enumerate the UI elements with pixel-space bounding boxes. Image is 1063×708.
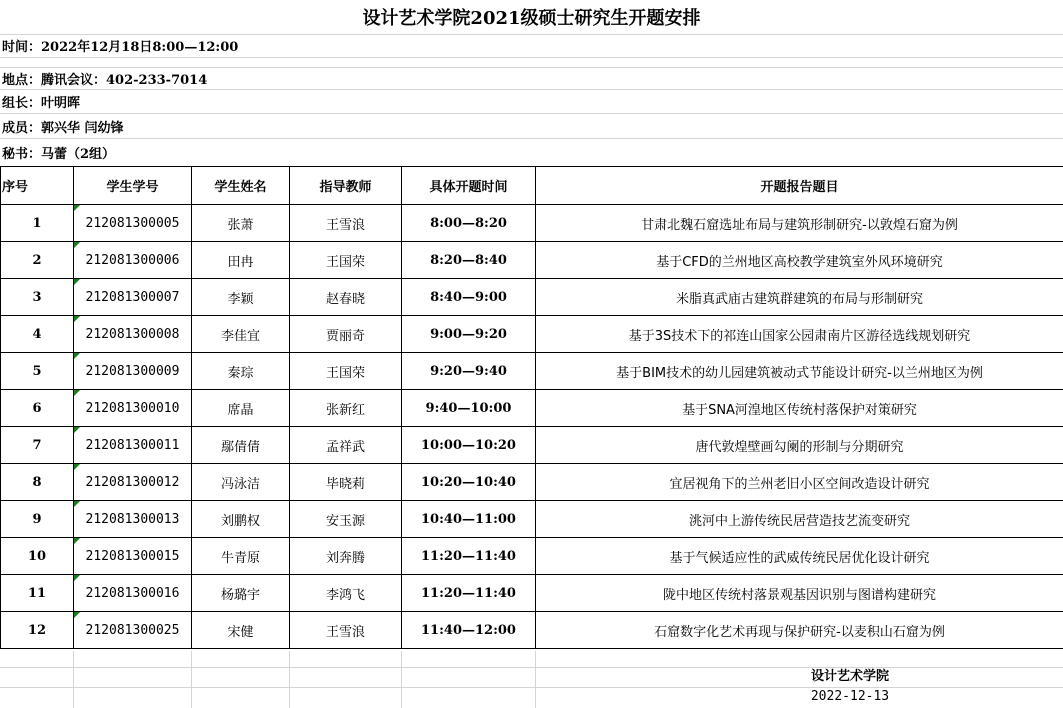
time-value: 2022年12月18日8:00—12:00 [41,40,239,55]
student-id-cell[interactable] [74,205,192,242]
table-row [1,612,1063,649]
table-row [1,575,1063,612]
comment-marker-icon [74,575,80,581]
defense-time-cell[interactable]: 9:00—9:20 [402,316,536,353]
row-number-cell[interactable]: 2 [1,242,74,279]
comment-marker-icon [74,242,80,248]
table-row [1,242,1063,279]
report-topic-cell[interactable]: 基于CFD的兰州地区高校教学建筑室外风环境研究 [536,242,1063,279]
student-id-text: 212081300015 [85,548,180,564]
report-topic-cell[interactable]: 洮河中上游传统民居营造技艺流变研究 [536,501,1063,538]
header-no[interactable]: 序号 [1,167,74,205]
row-number-cell[interactable]: 9 [1,501,74,538]
student-name-cell[interactable]: 席晶 [192,390,290,427]
table-row [1,501,1063,538]
defense-time-cell[interactable]: 8:20—8:40 [402,242,536,279]
defense-time-cell[interactable]: 11:20—11:40 [402,538,536,575]
student-name-cell[interactable]: 李佳宜 [192,316,290,353]
report-topic-cell[interactable]: 宜居视角下的兰州老旧小区空间改造设计研究 [536,464,1063,501]
student-id-text: 212081300005 [85,215,180,231]
table-row [1,464,1063,501]
defense-time-cell[interactable]: 8:00—8:20 [402,205,536,242]
comment-marker-icon [74,279,80,285]
report-topic-cell[interactable]: 陇中地区传统村落景观基因识别与图谱构建研究 [536,575,1063,612]
advisor-name-cell[interactable]: 贾丽奇 [290,316,402,353]
student-name-cell[interactable]: 冯泳洁 [192,464,290,501]
student-name-cell[interactable]: 田冉 [192,242,290,279]
table-row [1,205,1063,242]
table-row [1,316,1063,353]
row-number-cell[interactable]: 3 [1,279,74,316]
report-topic-cell[interactable]: 石窟数字化艺术再现与保护研究-以麦积山石窟为例 [536,612,1063,649]
row-number-cell[interactable]: 1 [1,205,74,242]
info-leader-row [0,90,1063,114]
student-id-text: 212081300006 [85,252,180,268]
student-name-cell[interactable]: 鄢倩倩 [192,427,290,464]
defense-time-cell[interactable]: 11:20—11:40 [402,575,536,612]
defense-time-cell[interactable]: 9:40—10:00 [402,390,536,427]
gridline [401,651,402,708]
student-id-cell[interactable] [74,575,192,612]
advisor-name-cell[interactable]: 张新红 [290,390,402,427]
student-id-cell[interactable] [74,464,192,501]
comment-marker-icon [74,427,80,433]
student-id-cell[interactable] [74,390,192,427]
report-topic-cell[interactable]: 米脂真武庙古建筑群建筑的布局与形制研究 [536,279,1063,316]
advisor-name-cell[interactable]: 王雪浪 [290,612,402,649]
gridline [535,651,536,708]
student-id-text: 212081300016 [85,585,180,601]
defense-time-cell[interactable]: 11:40—12:00 [402,612,536,649]
student-id-text: 212081300012 [85,474,180,490]
student-name-cell[interactable]: 杨璐宇 [192,575,290,612]
table-header-row [1,167,1063,205]
report-topic-cell[interactable]: 唐代敦煌壁画勾阑的形制与分期研究 [536,427,1063,464]
place-value: 腾讯会议：402-233-7014 [41,73,208,88]
header-student-id[interactable]: 学生学号 [74,167,192,205]
defense-time-cell[interactable]: 10:40—11:00 [402,501,536,538]
student-name-cell[interactable]: 宋健 [192,612,290,649]
row-number-cell[interactable]: 12 [1,612,74,649]
secretary-value: 马蕾（2组） [41,147,116,162]
advisor-name-cell[interactable]: 赵春晓 [290,279,402,316]
comment-marker-icon [74,390,80,396]
blank-row [0,651,1063,668]
page-title: 设计艺术学院2021级硕士研究生开题安排 [0,0,1063,35]
report-topic-cell[interactable]: 基于气候适应性的武威传统民居优化设计研究 [536,538,1063,575]
comment-marker-icon [74,316,80,322]
student-id-cell[interactable] [74,612,192,649]
row-number-cell[interactable]: 4 [1,316,74,353]
student-name-cell[interactable]: 张萧 [192,205,290,242]
header-time[interactable]: 具体开题时间 [402,167,536,205]
table-row [1,279,1063,316]
secretary-label: 秘书： [2,147,42,162]
student-id-cell[interactable] [74,316,192,353]
comment-marker-icon [74,501,80,507]
table-row [1,538,1063,575]
student-id-cell[interactable] [74,242,192,279]
student-id-text: 212081300011 [85,437,180,453]
table-row [1,390,1063,427]
student-id-text: 212081300009 [85,363,180,379]
row-number-cell[interactable]: 5 [1,353,74,390]
student-name-cell[interactable]: 李颖 [192,279,290,316]
student-id-cell[interactable] [74,501,192,538]
student-id-cell[interactable] [74,279,192,316]
place-label: 地点： [2,73,42,88]
members-label: 成员： [2,120,42,136]
gridline [73,651,74,708]
advisor-name-cell[interactable]: 王雪浪 [290,205,402,242]
schedule-table [0,166,1063,649]
advisor-name-cell[interactable]: 王国荣 [290,353,402,390]
table-row [1,427,1063,464]
advisor-name-cell[interactable]: 孟祥武 [290,427,402,464]
report-topic-cell[interactable]: 基于SNA河湟地区传统村落保护对策研究 [536,390,1063,427]
members-value: 郭兴华 闫幼锋 [41,120,124,136]
student-id-cell[interactable] [74,353,192,390]
leader-value: 叶明晖 [41,96,81,111]
info-spacer-row [0,58,1063,68]
advisor-name-cell[interactable]: 王国荣 [290,242,402,279]
comment-marker-icon [74,538,80,544]
leader-label: 组长： [2,96,42,111]
student-name-cell[interactable]: 牛青原 [192,538,290,575]
report-topic-cell[interactable]: 甘肃北魏石窟选址布局与建筑形制研究-以敦煌石窟为例 [536,205,1063,242]
row-number-cell[interactable]: 10 [1,538,74,575]
time-label: 时间： [2,40,42,55]
advisor-name-cell[interactable]: 安玉源 [290,501,402,538]
info-secretary-row [0,139,1063,166]
footer-org: 设计艺术学院 [810,669,889,684]
student-name-cell[interactable]: 刘鹏权 [192,501,290,538]
student-id-text: 212081300007 [85,289,180,305]
footer-date: 2022-12-13 [810,689,890,704]
info-time-row [0,34,1063,58]
advisor-name-cell[interactable]: 刘奔腾 [290,538,402,575]
defense-time-cell[interactable]: 8:40—9:00 [402,279,536,316]
info-place-row [0,68,1063,90]
row-number-cell[interactable]: 8 [1,464,74,501]
row-number-cell[interactable]: 7 [1,427,74,464]
advisor-name-cell[interactable]: 毕晓莉 [290,464,402,501]
header-student-name[interactable]: 学生姓名 [192,167,290,205]
defense-time-cell[interactable]: 10:00—10:20 [402,427,536,464]
table-row [1,353,1063,390]
comment-marker-icon [74,353,80,359]
advisor-name-cell[interactable]: 李鸿飞 [290,575,402,612]
student-id-cell[interactable] [74,427,192,464]
student-name-cell[interactable]: 秦琮 [192,353,290,390]
report-topic-cell[interactable]: 基于BIM技术的幼儿园建筑被动式节能设计研究-以兰州地区为例 [536,353,1063,390]
row-number-cell[interactable]: 6 [1,390,74,427]
defense-time-cell[interactable]: 10:20—10:40 [402,464,536,501]
gridline [289,651,290,708]
gridline [191,651,192,708]
student-id-text: 212081300013 [85,511,180,527]
student-id-text: 212081300025 [85,622,180,638]
report-topic-cell[interactable]: 基于3S技术下的祁连山国家公园肃南片区游径选线规划研究 [536,316,1063,353]
row-number-cell[interactable]: 11 [1,575,74,612]
student-id-text: 212081300010 [85,400,180,416]
info-members-row [0,114,1063,139]
student-id-text: 212081300008 [85,326,180,342]
comment-marker-icon [74,612,80,618]
comment-marker-icon [74,464,80,470]
header-advisor[interactable]: 指导教师 [290,167,402,205]
defense-time-cell[interactable]: 9:20—9:40 [402,353,536,390]
student-id-cell[interactable] [74,538,192,575]
comment-marker-icon [74,205,80,211]
header-topic[interactable]: 开题报告题目 [536,167,1063,205]
